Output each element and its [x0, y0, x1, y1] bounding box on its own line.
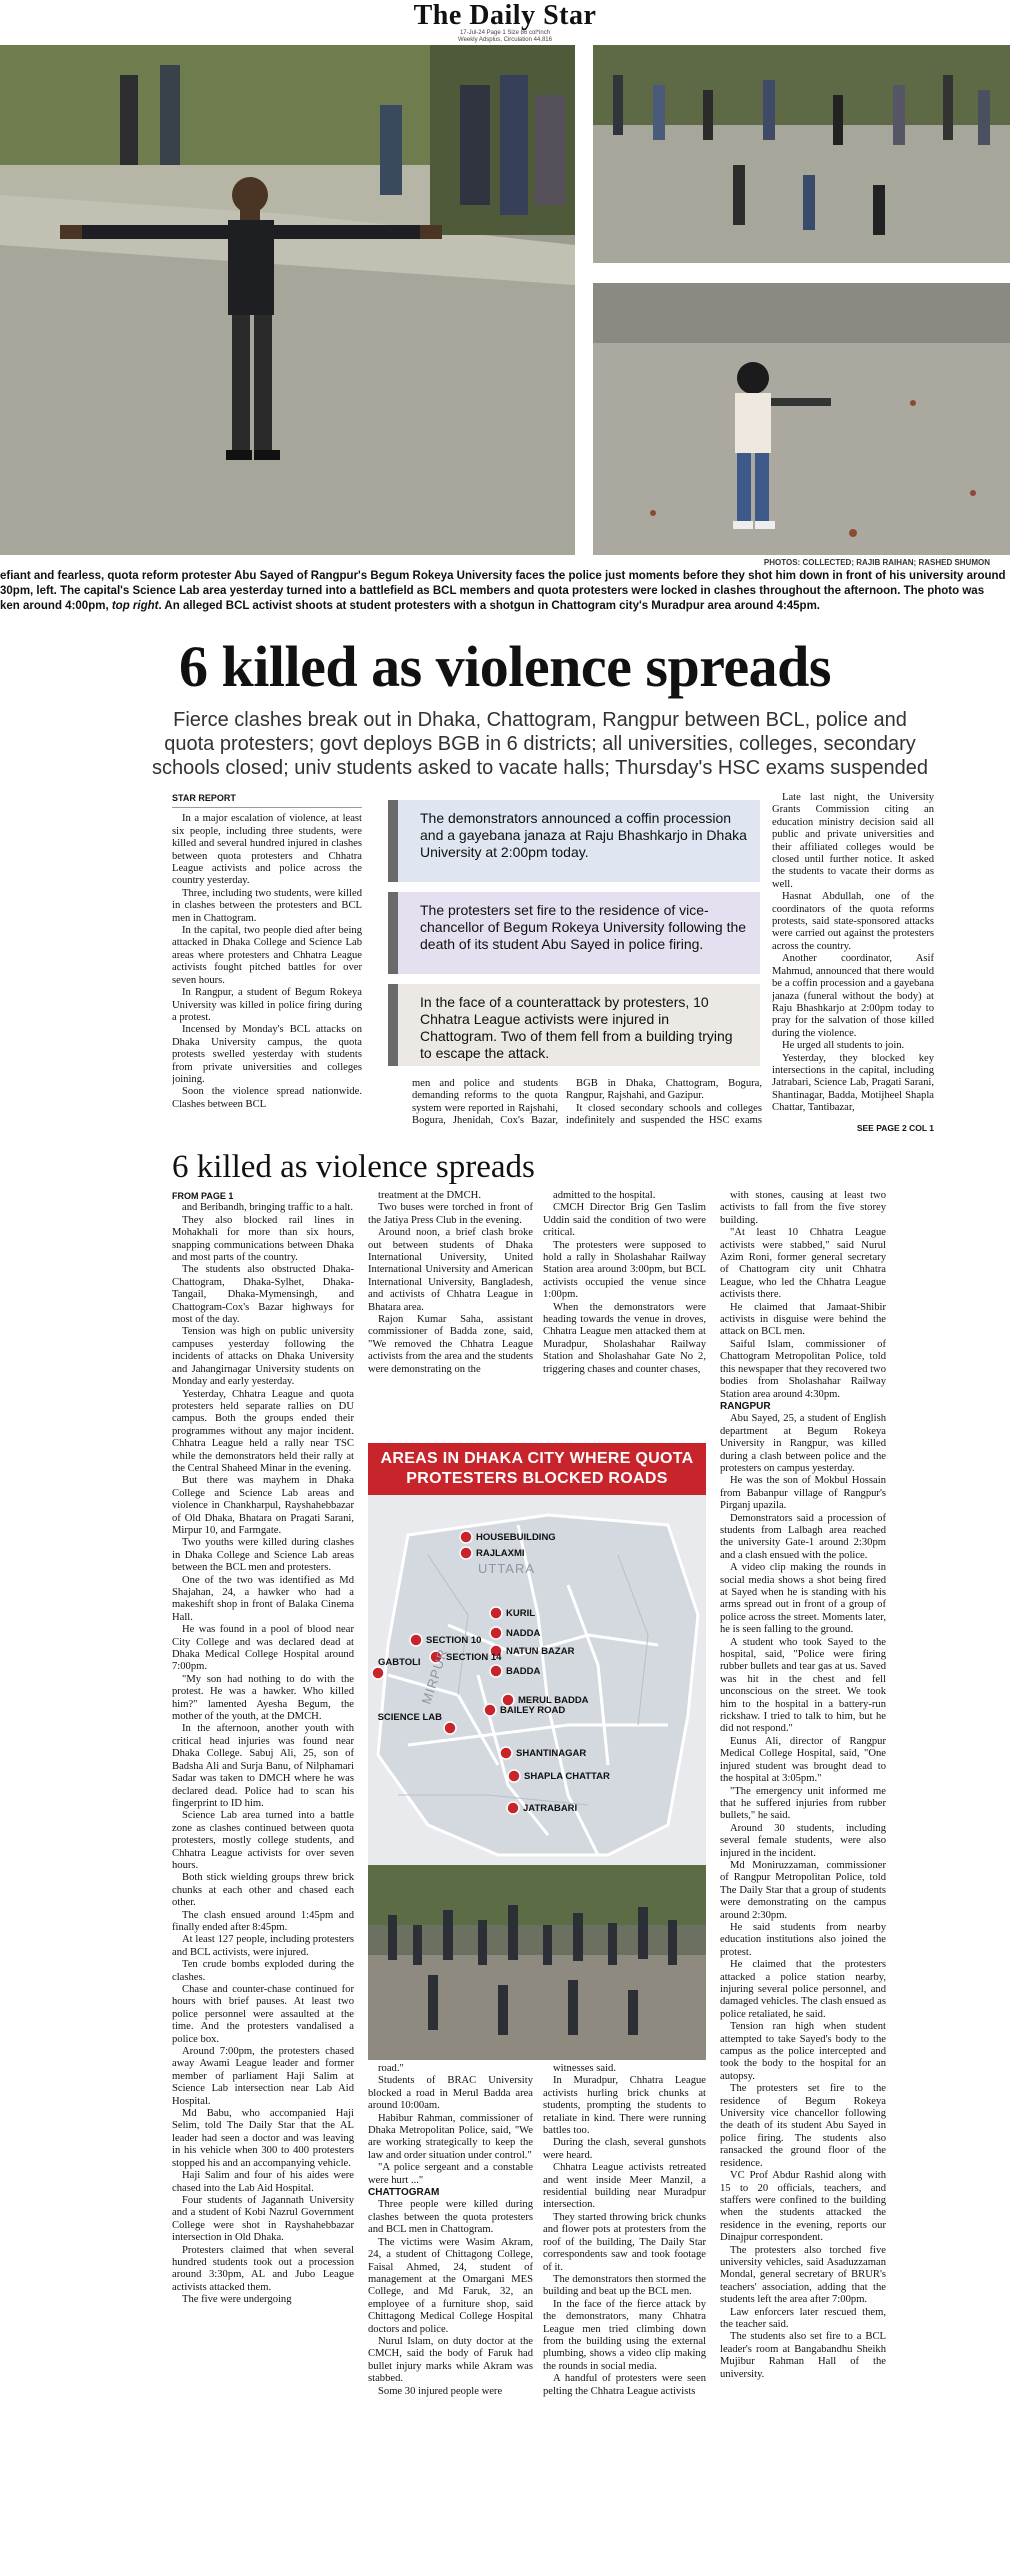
page2-column-3-bottom: [543, 2063, 706, 2543]
body-paragraph: Around 30 students, including several female students, were also injured in the incident.: [720, 1822, 886, 1859]
map-marker: [460, 1547, 472, 1559]
body-paragraph: Yesterday, they blocked key intersections in the capital, including Jatrabari, Science Lab, Pragati Sarani, Shantinagar, Badda, Motijheel Shapla Chattar, Tantibazar,: [772, 1052, 934, 1114]
body-paragraph: In Muradpur, Chhatra League activists hurling brick chunks at students, prompting the students to retaliate in kind. There were running battles too.: [543, 2075, 706, 2137]
body-paragraph: They also blocked rail lines in Mohakhali for more than six hours, snapping communications between Dhaka and most parts of the country.: [172, 1214, 354, 1264]
newspaper-name: The Daily Star: [413, 0, 597, 31]
map-marker: [372, 1667, 384, 1679]
page2-column-2-top: [368, 1190, 533, 1438]
body-paragraph: Four students of Jagannath University and a student of Kobi Nazrul Government College were shot in Rayshahebbazar intersection in Old Dhaka.: [172, 2194, 354, 2244]
map-area-label: UTTARA: [478, 1561, 536, 1576]
page1-column-4: [772, 792, 934, 1122]
map-label-shantinagar: SHANTINAGAR: [516, 1748, 587, 1759]
photo-chattogram-shooter: [593, 283, 1010, 555]
map-label-science-lab: SCIENCE LAB: [377, 1712, 442, 1723]
page1-column-2-text: men and police and students demanding reforms to the quota system were reported in Rajshahi, Bogura, Jhenidah, Cox's Bazar,: [412, 1078, 558, 1127]
map-label-badda: BADDA: [506, 1666, 541, 1677]
body-paragraph: Ten crude bombs exploded during the clashes.: [172, 1959, 354, 1983]
masthead-meta-1: 17-Jul-24 Page 1 Size 86 col*inch: [459, 30, 551, 36]
body-paragraph: admitted to the hospital.: [553, 1190, 656, 1201]
map-area-label: MIRPUR: [418, 1646, 451, 1706]
body-paragraph: Rajon Kumar Saha, assistant commissioner of Badda zone, said, "We removed the Chhatra League activists from the area and the students were demonstrating on the: [368, 1314, 533, 1375]
map-label-nadda: NADDA: [506, 1628, 541, 1639]
jump-headline: 6 killed as violence spreads: [172, 1149, 535, 1185]
body-paragraph: The protesters also torched five university vehicles, said Asaduzzaman Mondal, general secretary of BRUR's teachers' association, adding that the students left the area after 7:00pm.: [720, 2244, 886, 2306]
body-paragraph: Habibur Rahman, commissioner of Dhaka Metropolitan Police, said, "We are working strategically to keep the law and order situation under control.": [368, 2112, 533, 2161]
body-paragraph: They started throwing brick chunks and flower pots at protesters from the roof of the building, The Daily Star correspondents saw and took footage of it.: [543, 2211, 706, 2273]
page1-column-1: [172, 792, 362, 1120]
masthead: [0, 0, 1010, 44]
map-label-kuril: KURIL: [506, 1608, 536, 1619]
body-paragraph: Tension ran high when student attempted to take Sayed's body to the campus as the police intercepted and took the body to the hospital for an autopsy.: [720, 2021, 886, 2082]
body-paragraph: In the afternoon, another youth with critical head injuries was found near Dhaka College. Sabuj Ali, 25, son of Badsha Ali and Surja Banu, of Nilphamari Sadar was taken to DMCH where he was declared dead. Police had to scan his fingerprint to ID him.: [172, 1723, 354, 1809]
body-paragraph: Around noon, a brief clash broke out between students of Dhaka International University, United International University and American International University, Bangladesh, and activists of Chhatra League in Bhatara area.: [368, 1227, 533, 1313]
body-paragraph: When the demonstrators were heading towards the venue in droves, Chhatra League men attacked them at Muradpur, Sholashahar Railway Station and Sholashahar Gate No 2, triggering chases and counter chases,: [543, 1301, 706, 1375]
body-paragraph: In the face of the fierce attack by the demonstrators, many Chhatra League men tried climbing down from the building using the external plumbing, shows a video clip making the rounds in social media.: [543, 2298, 706, 2372]
caption-line-3: ken around 4:00pm, top right. An alleged BCL activist shoots at student protesters with a shotgun in Chattogram city's Muradpur area around 4:45pm.: [0, 600, 821, 612]
body-paragraph: Another coordinator, Asif Mahmud, announced that there would be a coffin procession and a gayebana janaza (funeral without the body) at Raju Bhashkarjo at 2:00pm today to pray for the salvation of those killed during the violence.: [772, 953, 934, 1039]
pull-quote-1-text: The demonstrators announced a coffin procession and a gayebana janaza at Raju Bhashkarjo in Dhaka University at 2:00pm today.: [420, 810, 747, 860]
photo-science-lab-clash: [593, 45, 1010, 263]
body-paragraph: "My son had nothing to do with the protest. He was a hawker. Who killed him?" lamented Ayesha Begum, the mother of the youth, at the DMCH.: [172, 1673, 354, 1723]
body-paragraph: "At least 10 Chhatra League activists were stabbed," said Nurul Azim Roni, former general secretary of Chattogram city unit Chhatra League, who led the Chhatra League activists there.: [720, 1227, 886, 1301]
photo-credit: PHOTOS: COLLECTED; RAJIB RAIHAN; RASHED SHUMON: [763, 558, 990, 567]
body-paragraph: He was found in a pool of blood near City College and was declared dead at Dhaka Medical College Hospital around 7:00pm.: [172, 1624, 354, 1673]
page2-column-1: [172, 1190, 354, 2526]
map-label-bailey-road: BAILEY ROAD: [500, 1705, 566, 1716]
body-paragraph: "A police sergeant and a constable were hurt ...": [368, 2162, 533, 2186]
pull-quote-3: [388, 984, 760, 1066]
headline-deck: Fierce clashes break out in Dhaka, Chattogram, Rangpur between BCL, police and quota protesters; govt deploys BGB in 6 districts; all universities, colleges, secondary schools closed; univ students asked to vacate halls; Thursday's HSC exams suspended: [151, 709, 929, 779]
body-paragraph: The victims were Wasim Akram, 24, a student of Chittagong College, Faisal Ahmed, 24, student of management at the Omargani MES College, and Md Faruk, 32, an employee of a furniture shop, said Chittagong Medical College Hospital doctors and police.: [368, 2236, 533, 2335]
body-paragraph: Md Babu, who accompanied Haji Selim, told The Daily Star that the AL leader had seen a doctor and was leaving in his vehicle when 300 to 400 protesters stopped his and an accompanying vehicle.: [172, 2108, 354, 2169]
from-page-label: FROM PAGE 1: [172, 1191, 234, 1201]
body-paragraph: Science Lab area turned into a battle zone as clashes continued between quota protesters, mostly college students, and Chhatra League activists for over seven hours.: [172, 1810, 354, 1871]
see-page-reference: SEE PAGE 2 COL 1: [856, 1123, 934, 1133]
body-paragraph: Eunus Ali, director of Rangpur Medical College Hospital, said, "One injured student was brought dead to the hospital at 3:05pm.": [720, 1735, 886, 1785]
body-paragraph: Some 30 injured people were: [378, 2385, 503, 2397]
dhaka-blockade-map: [368, 1495, 706, 2060]
body-paragraph: Haji Salim and four of his aides were chased into the Lab Aid Hospital.: [172, 2170, 354, 2194]
body-paragraph: VC Prof Abdur Rashid along with 15 to 20 officials, teachers, and staffers were confined to the building when the students attacked the residence in the evening, reports our Dinajpur correspondent.: [720, 2170, 886, 2244]
body-paragraph: Two youths were killed during clashes in Dhaka College and Science Lab areas between the BCL men and protesters.: [172, 1537, 354, 1574]
map-title: AREAS IN DHAKA CITY WHERE QUOTA PROTESTERS BLOCKED ROADS: [368, 1443, 706, 1495]
page1-column-3: [566, 1078, 762, 1128]
page2-column-4: [720, 1190, 886, 2550]
map-marker: [484, 1704, 496, 1716]
body-paragraph: CMCH Director Brig Gen Taslim Uddin said the condition of two were critical.: [543, 1202, 706, 1239]
body-paragraph: Soon the violence spread nationwide. Clashes between BCL: [172, 1086, 362, 1110]
body-paragraph: and Beribandh, bringing traffic to a halt.: [182, 1202, 354, 1214]
map-label-rajlaxmi: RAJLAXMI: [476, 1548, 525, 1559]
body-paragraph: Md Moniruzzaman, commissioner of Rangpur Metropolitan Police, told The Daily Star that a group of students were demonstrating on the campus around 2:30pm.: [720, 1859, 886, 1921]
map-label-natun-bazar: NATUN BAZAR: [506, 1646, 575, 1657]
body-paragraph: But there was mayhem in Dhaka College and Science Lab areas and violence in Chankharpul, Rayshahebbazar of Old Dhaka, Bhatara on Pragati Sarani, Mirpur 10, and Farmgate.: [172, 1475, 354, 1536]
body-paragraph: At least 127 people, including protesters and BCL activists, were injured.: [172, 1934, 354, 1958]
map-label-section-10: SECTION 10: [426, 1635, 482, 1646]
page2-column-2-bottom: [368, 2063, 533, 2543]
map-label-jatrabari: JATRABARI: [523, 1803, 578, 1814]
body-paragraph: A video clip making the rounds in social media shows a shot being fired at Sayed when he is standing with his arms spread out in front of a group of police across the street. Moments later, he is seen falling to the ground.: [720, 1562, 886, 1636]
map-marker: [490, 1627, 502, 1639]
body-paragraph: The students also obstructed Dhaka-Chattogram, Dhaka-Sylhet, Dhaka-Tangail, Dhaka-Mymensingh, and Chattogram-Cox's Bazar highways for most of the day.: [172, 1264, 354, 1326]
body-paragraph: The protesters set fire to the residence of Begum Rokeya University vice chancellor following the death of its student Abu Sayed in police firing. The students also ransacked the ground floor of the residence.: [720, 2083, 886, 2169]
photo-abu-sayed: [0, 45, 575, 555]
body-paragraph: A student who took Sayed to the hospital, said, "Police were firing rubber bullets and tear gas at us. Saved was hit in the chest and fell unconscious on the street. We took him to the hospital in a battery-run rickshaw. I tried to talk to him, but he did not respond.": [720, 1636, 886, 1735]
map-marker: [410, 1634, 422, 1646]
body-paragraph: The five were undergoing: [182, 2294, 292, 2306]
body-paragraph: treatment at the DMCH.: [378, 1190, 481, 1201]
main-headline: 6 killed as violence spreads: [179, 634, 831, 699]
body-paragraph: He urged all students to join.: [782, 1040, 905, 1052]
body-paragraph: He said students from nearby education institutions also joined the protest.: [720, 1921, 886, 1958]
body-paragraph: Tension was high on public university campuses yesterday following the incidents of attacks on Dhaka University and Jahangirnagar University students on Monday and early yesterday.: [172, 1326, 354, 1388]
map-marker: [508, 1770, 520, 1782]
body-paragraph: Chhatra League activists retreated and went inside Meer Manzil, a residential building near Muradpur intersection.: [543, 2162, 706, 2211]
body-paragraph: "The emergency unit informed me that he suffered injuries from rubber bullets," he said.: [720, 1785, 886, 1822]
map-marker: [444, 1722, 456, 1734]
body-paragraph: One of the two was identified as Md Shajahan, 24, a hawker who had a makeshift shop in front of Balaka Cinema Hall.: [172, 1574, 354, 1623]
body-paragraph: with stones, causing at least two activists to fall from the five storey building.: [720, 1190, 886, 1226]
body-paragraph: In Rangpur, a student of Begum Rokeya University was killed in police firing during a protest.: [172, 987, 362, 1023]
body-paragraph: In the capital, two people died after being attacked in Dhaka College and Science Lab areas where protesters and Chhatra League activists fought pitched battles for over seven hours.: [172, 925, 362, 986]
body-paragraph: witnesses said.: [553, 2063, 616, 2074]
body-paragraph: road.": [378, 2063, 404, 2074]
page2-column-3-top: [543, 1190, 706, 1438]
byline: STAR REPORT: [172, 793, 236, 803]
pull-quote-3-text: In the face of a counterattack by protesters, 10 Chhatra League activists were injured in Chattogram. Two of them fell from a building trying to escape the attack.: [420, 994, 733, 1061]
map-marker: [500, 1747, 512, 1759]
body-paragraph: Nurul Islam, on duty doctor at the CMCH, said the body of Faruk had bullet injury marks while Akram was stabbed.: [368, 2335, 533, 2385]
pull-quote-2-text: The protesters set fire to the residence of vice-chancellor of Begum Rokeya University following the death of its student Abu Sayed in police firing.: [420, 902, 747, 952]
body-paragraph: The demonstrators then stormed the building and beat up the BCL men.: [543, 2273, 706, 2298]
masthead-meta-2: Weekly Adsplus, Circulation 44,816: [458, 37, 552, 43]
section-head-rangpur: RANGPUR: [720, 1400, 771, 1412]
body-paragraph: Three, including two students, were killed in clashes between the protesters and BCL men in Chattogram.: [172, 887, 362, 924]
body-paragraph: The clash ensued around 1:45pm and finally ended after 8:45pm.: [172, 1909, 354, 1933]
body-paragraph: During the clash, several gunshots were heard.: [543, 2137, 706, 2161]
pull-quote-2: [388, 892, 760, 974]
map-label-housebuilding: HOUSEBUILDING: [476, 1532, 556, 1543]
body-paragraph: Late last night, the University Grants Commission citing an education ministry decision said all public and private universities and their affiliated colleges would be closed until further notice. It asked the students to vacate their dorms as well.: [772, 792, 934, 890]
page1-column-2: [412, 1078, 558, 1128]
caption-line-1: efiant and fearless, quota reform protester Abu Sayed of Rangpur's Begum Rokeya University faces the police just moments before they shot him down in front of his university around: [0, 570, 1006, 582]
pull-quote-1: [388, 800, 760, 882]
body-paragraph: Hasnat Abdullah, one of the coordinators of the quota reforms protests, said state-sponsored attacks were carried out against the protesters across the country.: [772, 891, 934, 952]
body-paragraph: Students of BRAC University blocked a road in Merul Badda area around 10:00am.: [368, 2075, 533, 2112]
map-label-shapla-chattar: SHAPLA CHATTAR: [524, 1771, 610, 1782]
map-marker: [507, 1802, 519, 1814]
map-marker: [460, 1531, 472, 1543]
body-paragraph: Three people were killed during clashes between the quota protesters and BCL men in Chattogram.: [368, 2199, 533, 2236]
body-paragraph: The protesters were supposed to hold a rally in Sholashahar Railway Station area around 3:00pm, but BCL activists occupied the venue since 1:00pm.: [543, 1239, 706, 1301]
body-paragraph: Protesters claimed that when several hundred students took out a procession around 3:30pm, AL and Jubo League activists attacked them.: [172, 2244, 354, 2293]
body-paragraph: Law enforcers later rescued them, the teacher said.: [720, 2306, 886, 2330]
body-paragraph: A handful of protesters were seen pelting the Chhatra League activists: [543, 2373, 706, 2397]
body-paragraph: Saiful Islam, commissioner of Chattogram Metropolitan Police, told this newspaper that they recovered two bodies from Sholashahar Railway Station area around 4:30pm.: [720, 1338, 886, 1400]
body-paragraph: He claimed that Jamaat-Shibir activists in disguise were behind the attack on BCL men.: [720, 1301, 886, 1338]
body-paragraph: The students also set fire to a BCL leader's room at Bangabandhu Sheikh Mujibur Rahman Hall of the university.: [720, 2331, 886, 2380]
body-paragraph: Two buses were torched in front of the Jatiya Press Club in the evening.: [368, 1202, 533, 1226]
body-paragraph: He was the son of Mokbul Hossain from Babanpur village of Rangpur's Pirganj upazila.: [720, 1475, 886, 1512]
body-paragraph: He claimed that the protesters attacked a police station nearby, injuring several police personnel, and damaged vehicles. The clash ensued as police retaliated, he said.: [720, 1959, 886, 2020]
body-paragraph: Demonstrators said a procession of students from Lalbagh area reached the university Gate-1 around 2:30pm and a clash ensued with the police.: [720, 1512, 886, 1561]
body-paragraph: Chase and counter-chase continued for hours with brief pauses. At least two police personnel were assaulted at the time. And the protesters vandalised a police box.: [172, 1984, 354, 2045]
photo-caption: [0, 569, 1010, 614]
body-paragraph: It closed secondary schools and colleges indefinitely and suspended the HSC exams: [566, 1102, 762, 1127]
caption-line-2: 30pm, left. The capital's Science Lab area yesterday turned into a battlefield as BCL members and quota protesters were locked in clashes throughout the afternoon. The photo was: [0, 585, 985, 597]
body-paragraph: Both stick wielding groups threw brick chunks at each other and chased each other.: [172, 1872, 354, 1909]
map-label-merul-badda: MERUL BADDA: [518, 1695, 589, 1706]
body-paragraph: BGB in Dhaka, Chattogram, Bogura, Rangpur, Rajshahi, and Gazipur.: [566, 1078, 762, 1102]
body-paragraph: Yesterday, Chhatra League and quota protesters held separate rallies on DU campus. Both the groups ended their programmes without any major incident. Chhatra League held a rally near TSC while the demonstrators held their rally at the Central Shaheed Minar in the evening.: [172, 1388, 354, 1474]
body-paragraph: Incensed by Monday's BCL attacks on Dhaka University campus, the quota protests swelled yesterday with students from private universities and colleges joining.: [172, 1024, 362, 1085]
body-paragraph: In a major escalation of violence, at least six people, including three students, were killed and several hundred injured in clashes between quota protesters and Chhatra League activists and police across the country yesterday.: [172, 813, 362, 887]
map-marker: [490, 1607, 502, 1619]
section-head-chattogram: CHATTOGRAM: [368, 2187, 440, 2199]
body-paragraph: Around 7:00pm, the protesters chased away Awami League leader and former member of parliament Haji Salim at Science Lab intersection near Lab Aid Hospital.: [172, 2046, 354, 2107]
body-paragraph: Abu Sayed, 25, a student of English department at Begum Rokeya University in Rangpur, was killed during a clash between police and the protesters on campus yesterday.: [720, 1413, 886, 1474]
map-label-gabtoli: GABTOLI: [378, 1657, 421, 1668]
map-label-section-14: SECTION 14: [446, 1652, 502, 1663]
map-marker: [490, 1665, 502, 1677]
